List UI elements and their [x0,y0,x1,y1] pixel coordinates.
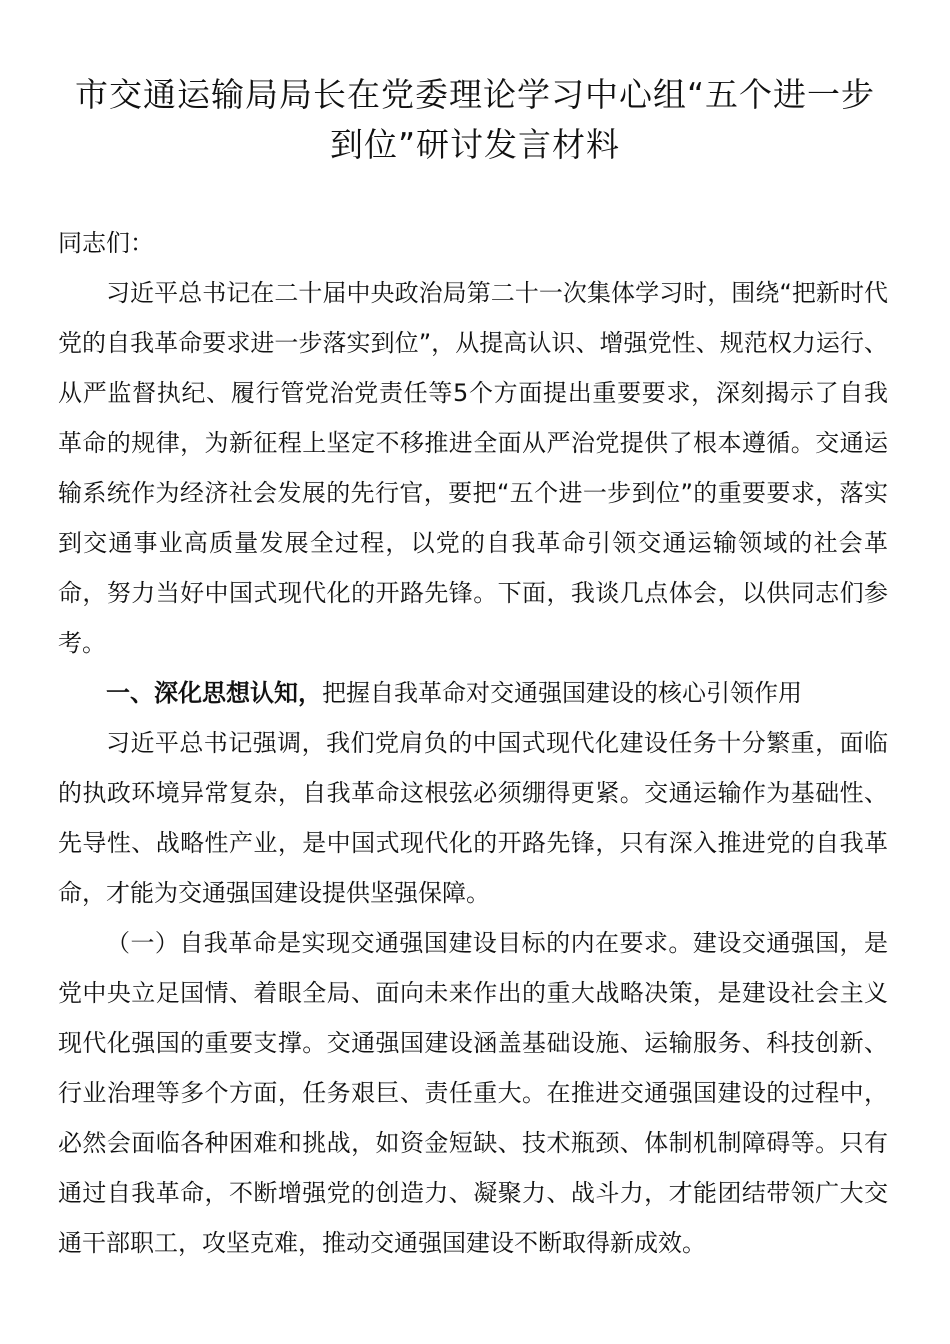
paragraph-subsection-1: （一）自我革命是实现交通强国建设目标的内在要求。建设交通强国，是党中央立足国情、着眼全局、面向未来作出的重大战略决策，是建设社会主义现代化强国的重要支撑。交通强国建设涵盖基础设施、运输服务、科技创新、行业治理等多个方面，任务艰巨、责任重大。在推进交通强国建设的过程中，必然会面临各种困难和挑战，如资金短缺、技术瓶颈、体制机制障碍等。只有通过自我革命，不断增强党的创造力、凝聚力、战斗力，才能团结带领广大交通干部职工，攻坚克难，推动交通强国建设不断取得新成效。 [58,929,888,1257]
document-body [58,218,888,1268]
section-heading-1 [58,668,888,718]
paragraph-intro: 习近平总书记在二十届中央政治局第二十一次集体学习时，围绕“把新时代党的自我革命要求进一步落实到位”，从提高认识、增强党性、规范权力运行、从严监督执纪、履行管党治党责任等5个方面提出重要要求，深刻揭示了自我革命的规律，为新征程上坚定不移推进全面从严治党提供了根本遵循。交通运输系统作为经济社会发展的先行官，要把“五个进一步到位”的重要要求，落实到交通事业高质量发展全过程，以党的自我革命引领交通运输领域的社会革命，努力当好中国式现代化的开路先锋。下面，我谈几点体会，以供同志们参考。 [58,279,888,657]
document-title: 市交通运输局局长在党委理论学习中心组“五个进一步到位”研讨发言材料 [74,75,876,164]
section-heading-1-rest: 把握自我革命对交通强国建设的核心引领作用 [322,679,802,707]
salutation: 同志们： [58,229,154,257]
paragraph-section1-body: 习近平总书记强调，我们党肩负的中国式现代化建设任务十分繁重，面临的执政环境异常复杂，自我革命这根弦必须绷得更紧。交通运输作为基础性、先导性、战略性产业，是中国式现代化的开路先锋，只有深入推进党的自我革命，才能为交通强国建设提供坚强保障。 [58,729,888,907]
section-heading-1-lead: 一、深化思想认知， [106,679,322,707]
